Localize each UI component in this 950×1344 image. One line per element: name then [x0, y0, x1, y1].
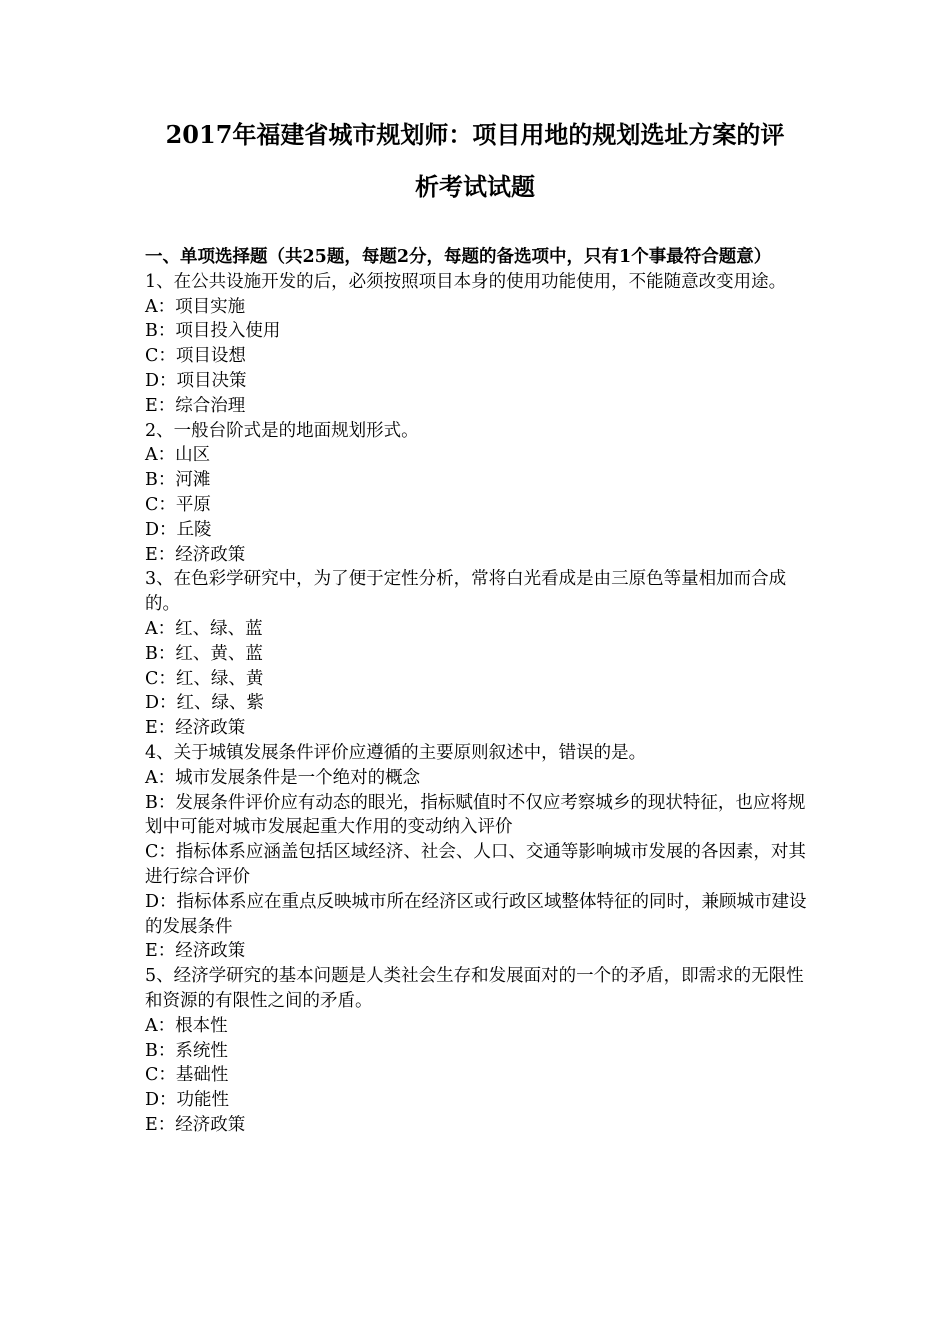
option-d: D：项目决策 — [145, 370, 247, 391]
option-a: A：城市发展条件是一个绝对的概念 — [145, 767, 421, 788]
question-1 — [145, 270, 810, 419]
option-c: C：指标体系应涵盖包括区域经济、社会、人口、交通等影响城市发展的各因素，对其进行综合评价 — [145, 842, 806, 887]
option-a: A：红、绿、蓝 — [145, 618, 263, 639]
question-stem: 5、经济学研究的基本问题是人类社会生存和发展面对的一个的矛盾，即需求的无限性和资源的有限性之间的矛盾。 — [145, 966, 804, 1011]
option-e: E：经济政策 — [145, 1114, 246, 1135]
question-stem: 2、一般台阶式是的地面规划形式。 — [145, 420, 419, 441]
section-heading: 一、单项选择题（共25题，每题2分，每题的备选项中，只有1个事最符合题意） — [145, 247, 772, 267]
option-b: B：河滩 — [145, 470, 211, 491]
option-d: D：指标体系应在重点反映城市所在经济区或行政区域整体特征的同时，兼顾城市建设的发展条件 — [145, 891, 807, 937]
option-b: B：系统性 — [145, 1040, 228, 1061]
option-a: A：山区 — [145, 445, 211, 466]
option-d: D：红、绿、紫 — [145, 693, 265, 714]
document-title-line-1: 2017年福建省城市规划师：项目用地的规划选址方案的评 — [165, 120, 785, 149]
question-stem: 4、关于城镇发展条件评价应遵循的主要原则叙述中，错误的是。 — [145, 742, 647, 763]
question-5 — [145, 964, 810, 1138]
option-e: E：综合治理 — [145, 395, 246, 416]
option-a: A：项目实施 — [145, 296, 246, 317]
question-2 — [145, 419, 810, 568]
question-3 — [145, 567, 810, 741]
question-stem: 1、在公共设施开发的后，必须按照项目本身的使用功能使用，不能随意改变用途。 — [145, 271, 787, 292]
option-c: C：平原 — [145, 494, 211, 515]
option-c: C：基础性 — [145, 1065, 229, 1086]
document-title-line-2: 析考试试题 — [415, 172, 535, 201]
document-body — [145, 245, 810, 1138]
option-b: B：红、黄、蓝 — [145, 643, 263, 664]
option-b: B：项目投入使用 — [145, 321, 281, 342]
option-d: D：功能性 — [145, 1090, 230, 1111]
option-b: B：发展条件评价应有动态的眼光，指标赋值时不仅应考察城乡的现状特征，也应将规划中可能对城市发展起重大作用的变动纳入评价 — [145, 792, 806, 838]
option-e: E：经济政策 — [145, 718, 246, 739]
option-d: D：丘陵 — [145, 519, 212, 540]
question-4 — [145, 741, 810, 964]
option-c: C：项目设想 — [145, 346, 246, 367]
question-stem: 3、在色彩学研究中，为了便于定性分析，常将白光看成是由三原色等量相加而合成的。 — [145, 569, 787, 615]
option-e: E：经济政策 — [145, 941, 246, 962]
option-c: C：红、绿、黄 — [145, 668, 264, 689]
option-a: A：根本性 — [145, 1015, 228, 1036]
option-e: E：经济政策 — [145, 544, 246, 565]
